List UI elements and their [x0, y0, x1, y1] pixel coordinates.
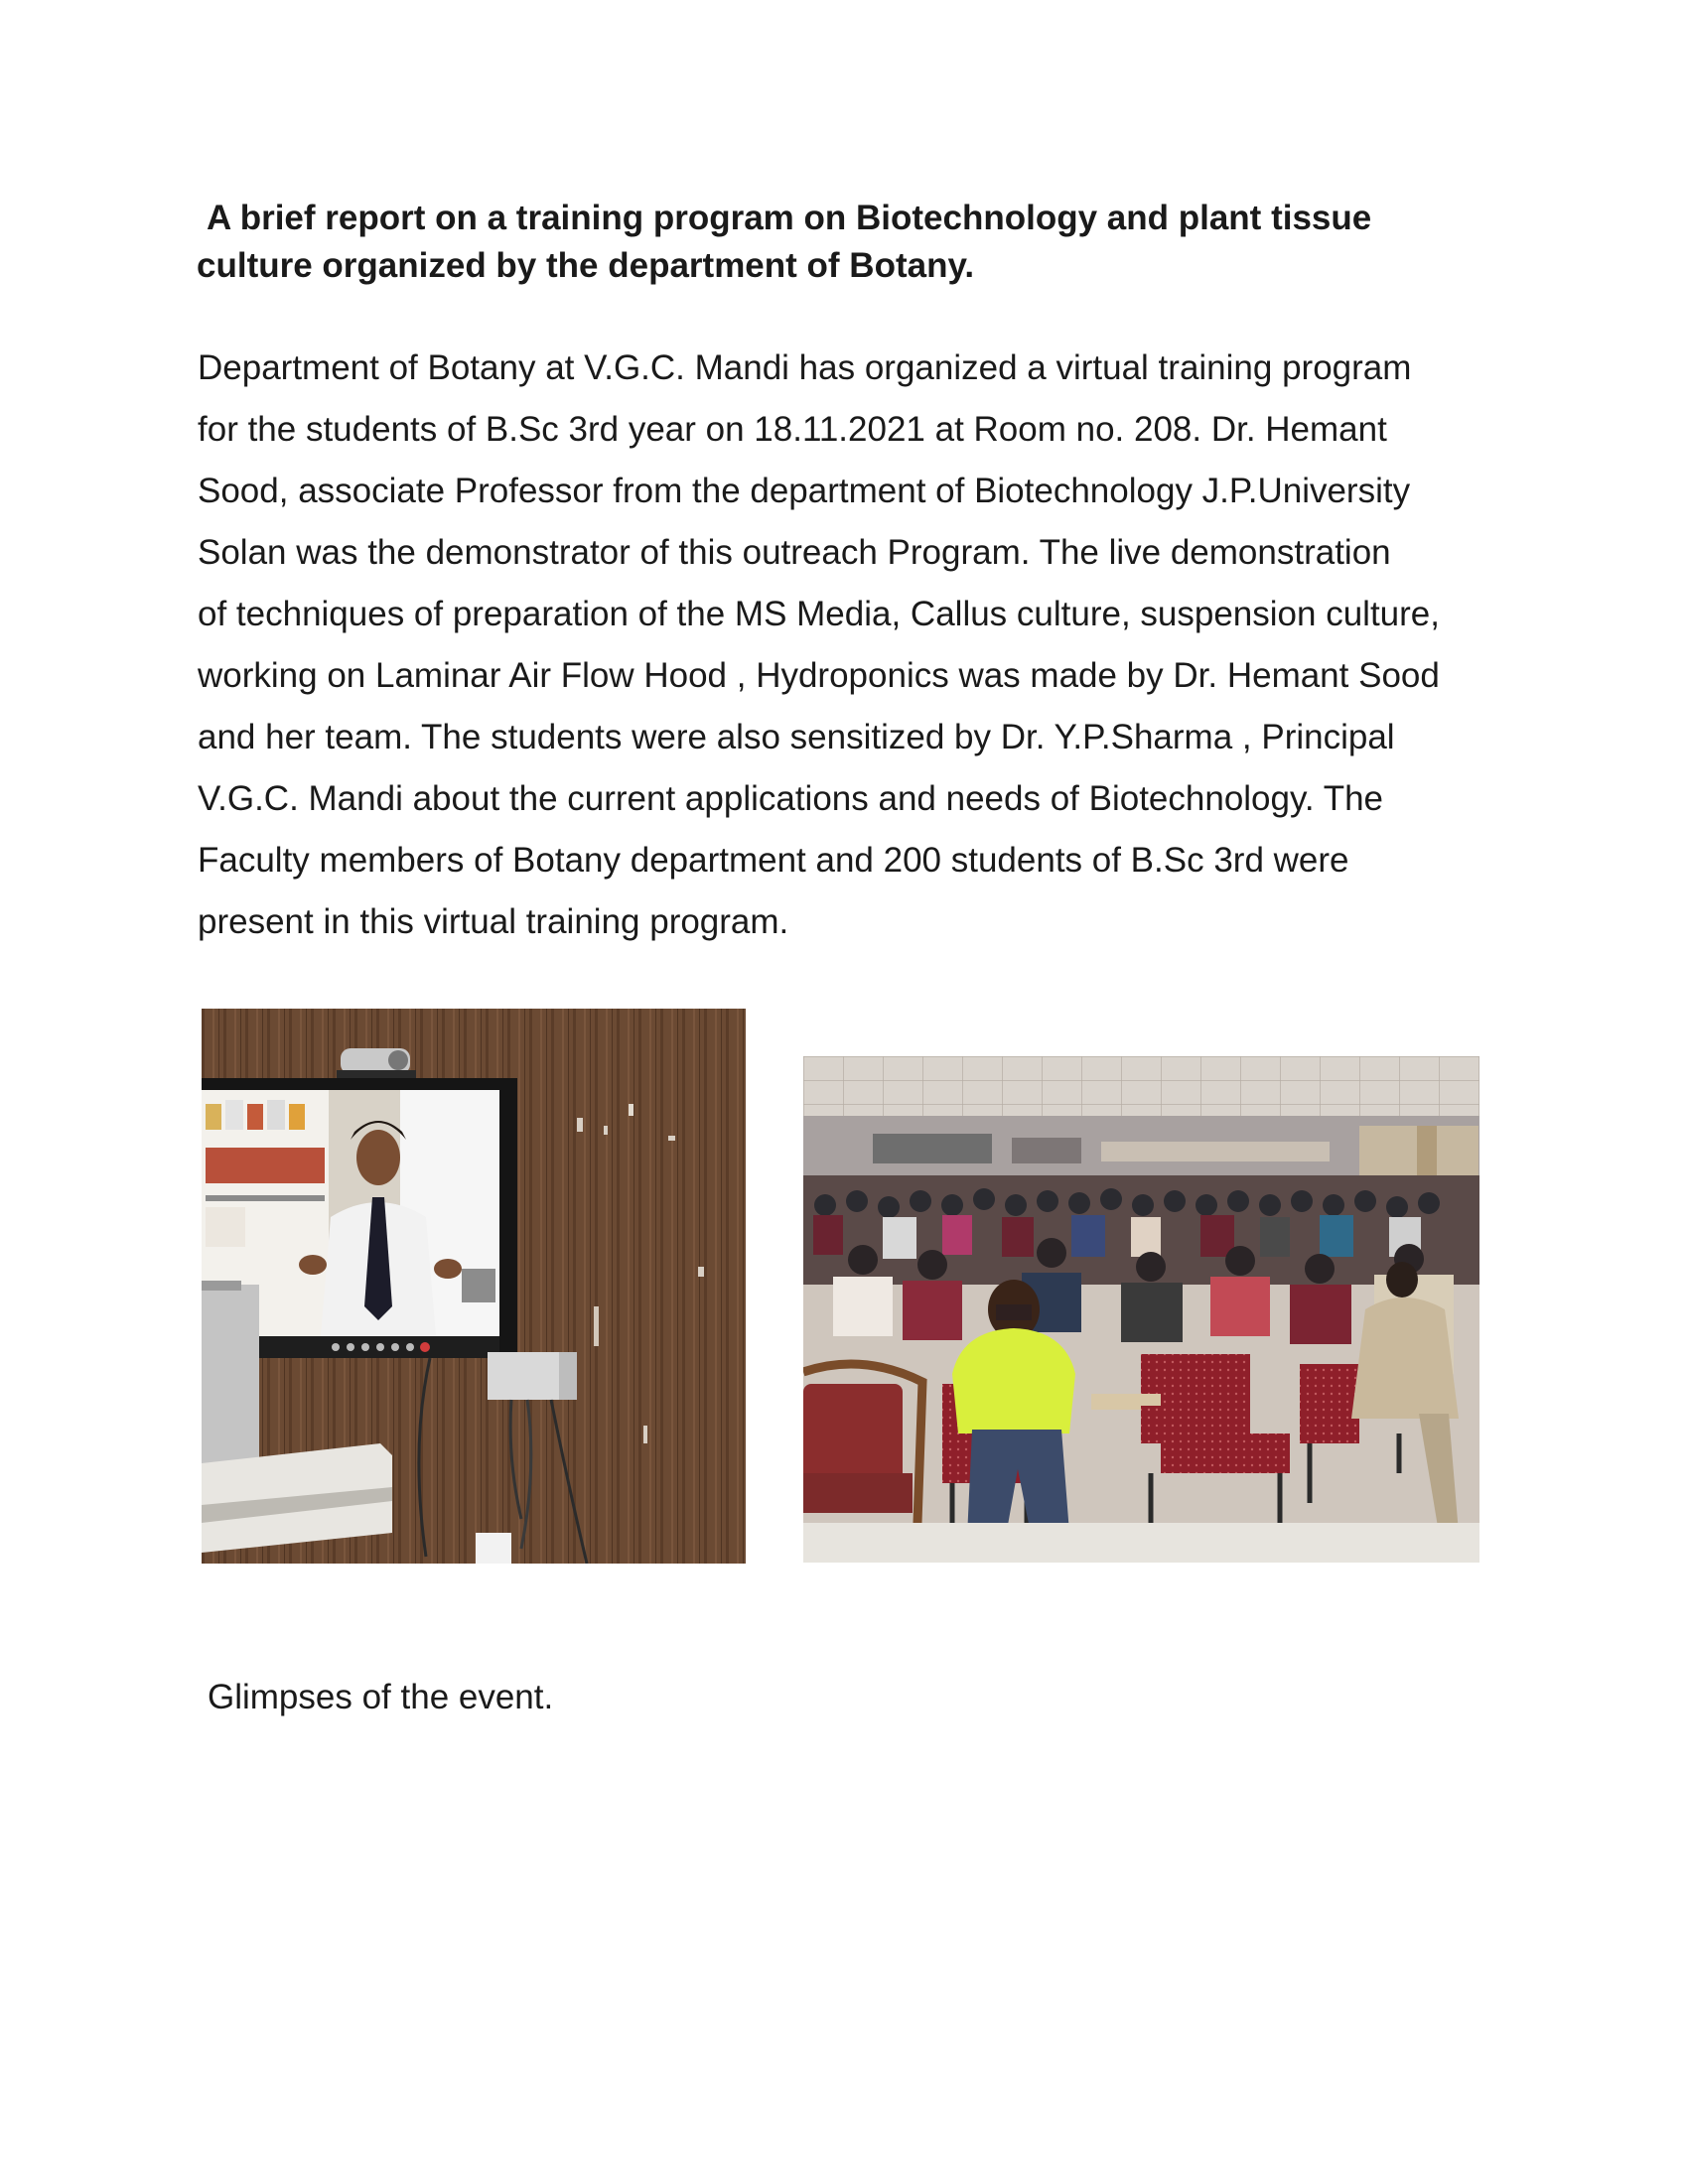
- report-body: [198, 338, 1508, 953]
- audience-illustration: [803, 1056, 1479, 1563]
- report-title: [197, 195, 1487, 290]
- title-line: A brief report on a training program on Biotechnology and plant tissue: [207, 199, 1372, 237]
- body-line: working on Laminar Air Flow Hood , Hydroponics was made by Dr. Hemant Sood: [198, 656, 1440, 695]
- title-line: culture organized by the department of Botany.: [197, 246, 975, 285]
- body-line: Solan was the demonstrator of this outreach Program. The live demonstration: [198, 533, 1391, 572]
- photo-caption: Glimpses of the event.: [208, 1678, 554, 1716]
- students-audience-photo: [803, 1056, 1479, 1563]
- body-line: Faculty members of Botany department and 200 students of B.Sc 3rd were: [198, 841, 1349, 880]
- body-line: for the students of B.Sc 3rd year on 18.11.2021 at Room no. 208. Dr. Hemant: [198, 410, 1387, 449]
- body-line: of techniques of preparation of the MS Media, Callus culture, suspension culture,: [198, 595, 1440, 633]
- body-line: Department of Botany at V.G.C. Mandi has organized a virtual training program: [198, 348, 1412, 387]
- body-line: V.G.C. Mandi about the current applications and needs of Biotechnology. The: [198, 779, 1384, 818]
- body-line: present in this virtual training program.: [198, 902, 789, 941]
- video-conference-illustration: [202, 1009, 746, 1564]
- body-line: Sood, associate Professor from the department of Biotechnology J.P.University: [198, 472, 1411, 510]
- body-line: and her team. The students were also sensitized by Dr. Y.P.Sharma , Principal: [198, 718, 1395, 756]
- video-conference-screen-photo: [202, 1009, 746, 1564]
